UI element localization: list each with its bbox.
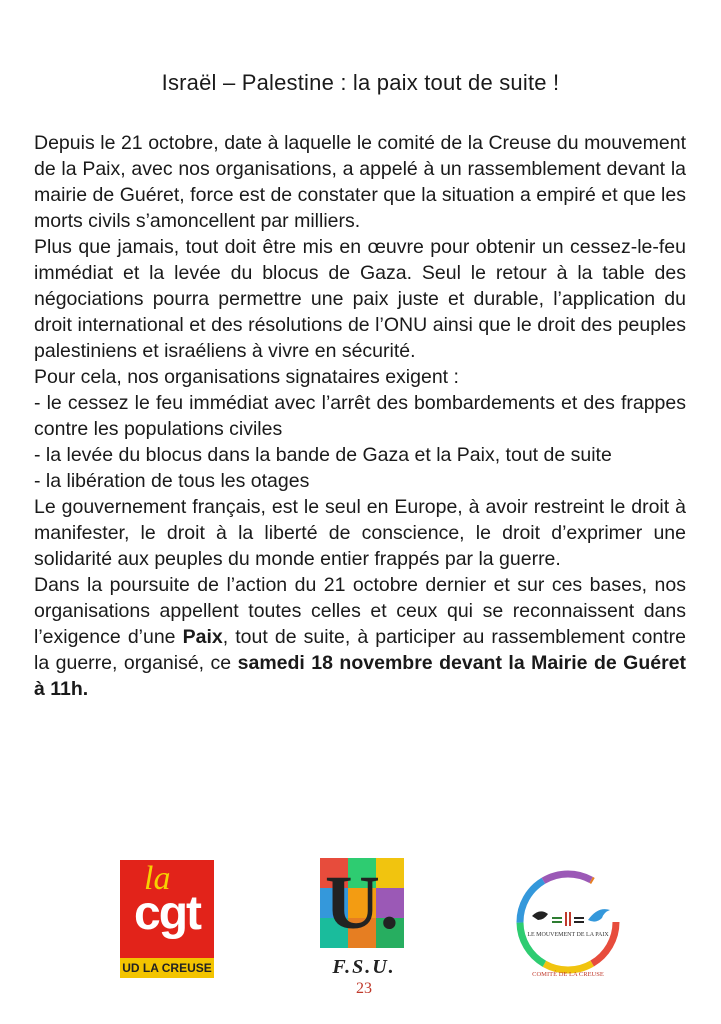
demand-item: - la levée du blocus dans la bande de Gaza et la Paix, tout de suite <box>34 444 612 466</box>
logos-row <box>0 850 721 1024</box>
cgt-logo <box>120 860 214 978</box>
paragraph-call-to-action <box>34 572 686 702</box>
cgt-logo-subtitle: UD LA CREUSE <box>120 958 214 978</box>
fsu-logo-label: F.S.U. <box>332 956 396 978</box>
body-text <box>34 130 686 702</box>
paragraph-intro: Depuis le 21 octobre, date à laquelle le comité de la Creuse du mouvement de la Paix, avec nos organisations, a appelé à un rassemblement devant la mairie de Guéret, force est de constater que la situation a empiré et que les morts civils s’amoncellent par milliers. <box>34 132 686 232</box>
call-text-1: Dans la poursuite de l’action du 21 octobre dernier et sur ces bases, nos organisations appellent toutes celles et ceux qui se reconnaissent dans l’exigence d’une <box>34 574 686 648</box>
fsu-logo <box>316 858 406 998</box>
call-bold-paix: Paix <box>182 626 223 648</box>
paragraph-government: Le gouvernement français, est le seul en Europe, à avoir restreint le droit à manifester, le droit à la liberté de conscience, le droit d’exprimer une solidarité aux peuples du monde entier frappés par la guerre. <box>34 496 686 570</box>
document-title: Israël – Palestine : la paix tout de suite ! <box>161 70 560 95</box>
fsu-emblem-icon <box>320 858 404 948</box>
demand-item: - la libération de tous les otages <box>34 470 310 492</box>
mouvement-paix-logo <box>512 866 624 984</box>
paix-logo-line2: COMITÉ DE LA CREUSE <box>532 971 604 978</box>
call-bold-date: samedi 18 novembre devant la Mairie de Guéret à 11h. <box>34 652 687 700</box>
cgt-logo-word: cgt <box>134 887 200 940</box>
paix-logo-line1: LE MOUVEMENT DE LA PAIX <box>527 932 609 938</box>
fsu-logo-number: 23 <box>356 980 372 997</box>
fsu-emblem-letter: U. <box>325 861 399 945</box>
paragraph-ceasefire: Plus que jamais, tout doit être mis en œuvre pour obtenir un cessez-le-feu immédiat et la levée du blocus de Gaza. Seul le retour à la table des négociations pourra permettre une paix juste et durable, l’application du droit international et des résolutions de l’ONU ainsi que le droit des peuples palestiniens et israéliens à vivre en sécurité. <box>34 236 686 362</box>
call-text-2: , tout de suite, à participer au rassemblement contre la guerre, organisé, ce <box>34 626 686 674</box>
paragraph-demands-intro: Pour cela, nos organisations signataires exigent : <box>34 366 459 388</box>
cgt-logo-la: la <box>144 860 171 897</box>
demand-item: - le cessez le feu immédiat avec l’arrêt des bombardements et des frappes contre les populations civiles <box>34 392 686 440</box>
